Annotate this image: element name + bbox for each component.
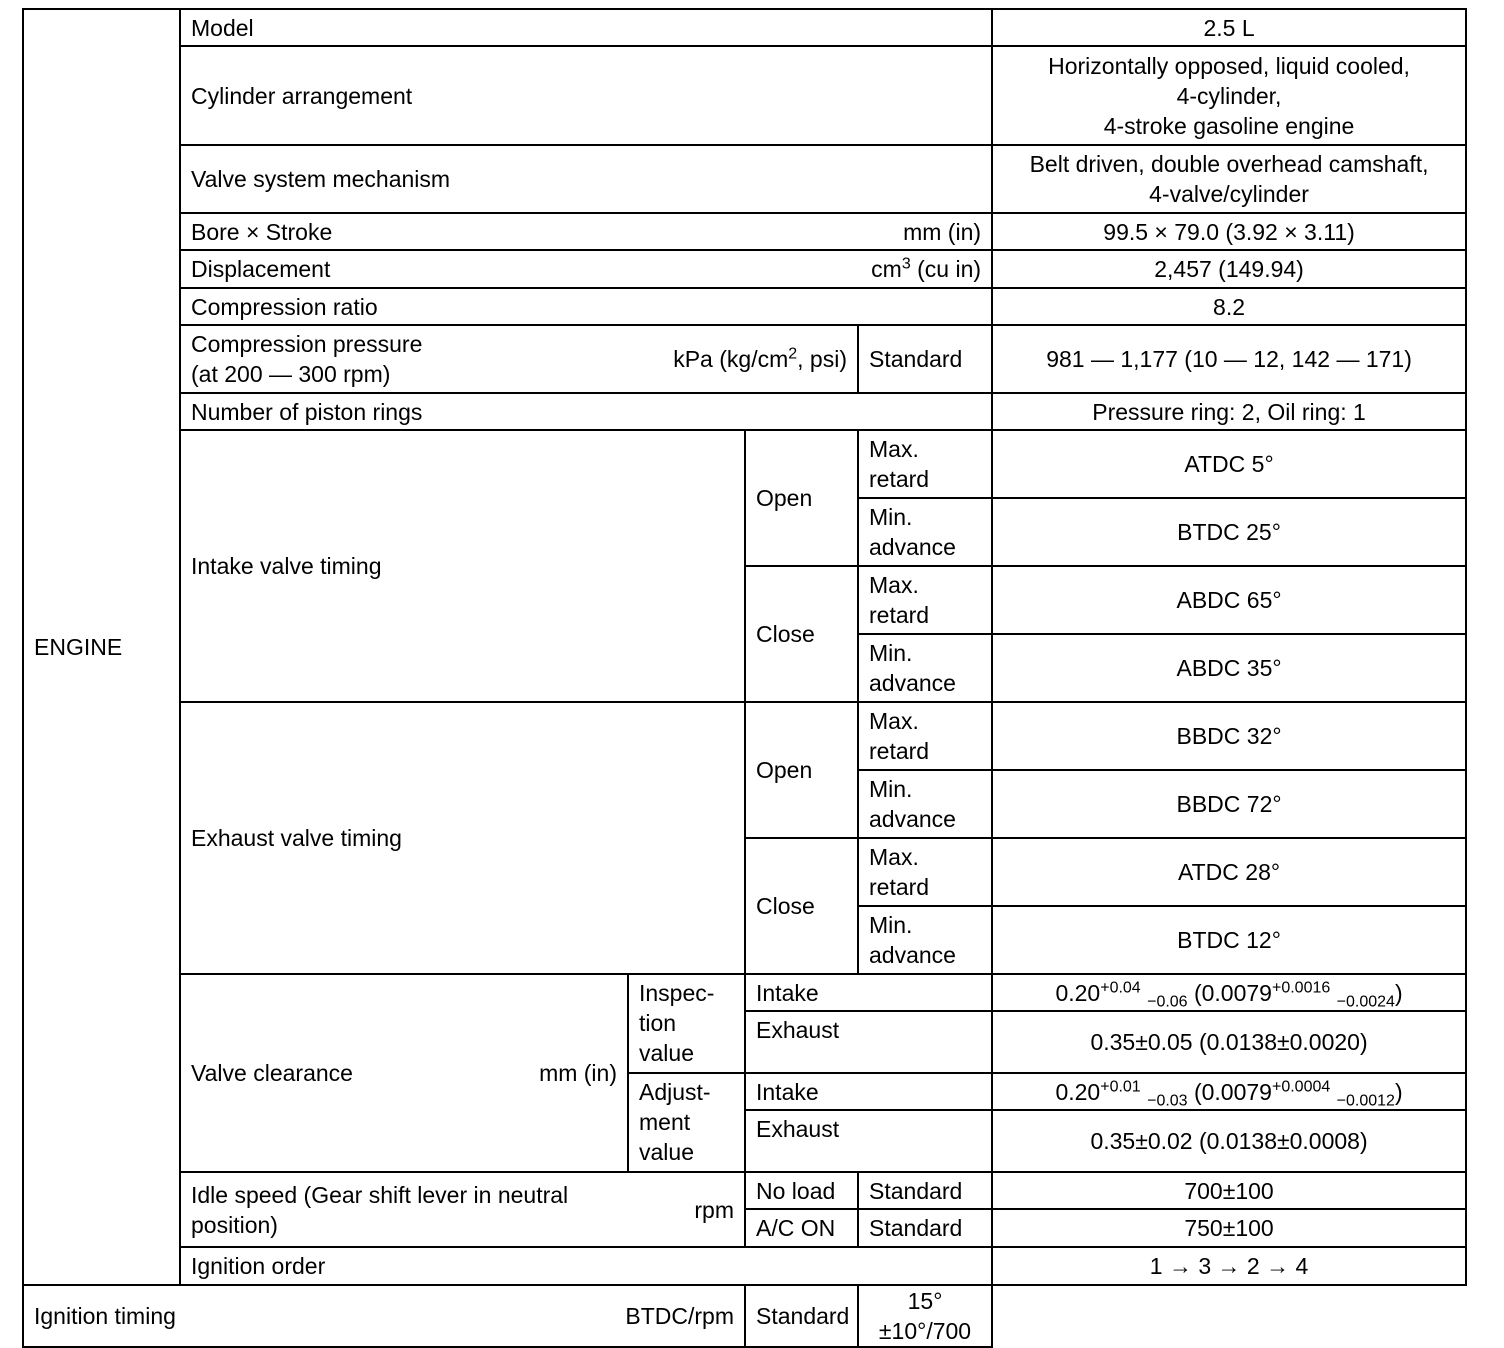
idle-speed-unit: rpm	[694, 1196, 734, 1223]
compression-ratio-label: Compression ratio	[180, 288, 992, 325]
idle-ac-on-standard: Standard	[858, 1209, 992, 1247]
compression-ratio-value: 8.2	[992, 288, 1466, 325]
ignition-timing-unit: BTDC/rpm	[625, 1303, 734, 1329]
intake-open-label: Open	[745, 430, 858, 566]
row-piston-rings	[23, 393, 1466, 430]
valve-clearance-unit: mm (in)	[539, 1060, 617, 1086]
idle-ac-on-value: 750±100	[992, 1209, 1466, 1247]
bore-label-cell	[180, 213, 992, 250]
displacement-label-cell	[180, 250, 992, 288]
bore-value: 99.5 × 79.0 (3.92 × 3.11)	[992, 213, 1466, 250]
exhaust-close-min-value: BTDC 12°	[992, 906, 1466, 974]
idle-no-load-label: No load	[745, 1172, 858, 1209]
exhaust-close-max-label: Max. retard	[858, 838, 992, 906]
row-compression-pressure	[23, 325, 1466, 393]
intake-close-label: Close	[745, 566, 858, 702]
intake-close-max-value: ABDC 65°	[992, 566, 1466, 634]
intake-close-max-label: Max. retard	[858, 566, 992, 634]
idle-speed-label-cell	[180, 1172, 745, 1247]
valve-clearance-label-cell	[180, 974, 628, 1172]
adj-intake-label: Intake	[745, 1073, 992, 1110]
section-label: ENGINE	[23, 9, 180, 1285]
insp-exhaust-value: 0.35±0.05 (0.0138±0.0020)	[992, 1011, 1466, 1073]
piston-rings-label: Number of piston rings	[180, 393, 992, 430]
inspection-value-label: Inspec- tion value	[628, 974, 745, 1073]
valve-system-label: Valve system mechanism	[180, 145, 992, 213]
ignition-timing-label: Ignition timing	[34, 1303, 176, 1329]
row-displacement	[23, 250, 1466, 288]
row-idle-no-load	[23, 1172, 1466, 1209]
row-compression-ratio	[23, 288, 1466, 325]
bore-unit: mm (in)	[903, 218, 982, 245]
displacement-unit: $cm^3$ (cu in)	[871, 255, 982, 282]
engine-spec-table	[22, 8, 1467, 1348]
exhaust-close-max-value: ATDC 28°	[992, 838, 1466, 906]
idle-speed-label: Idle speed (Gear shift lever in neutral position)	[191, 1181, 569, 1238]
intake-close-min-label: Min. advance	[858, 634, 992, 702]
exhaust-open-label: Open	[745, 702, 858, 838]
exhaust-close-label: Close	[745, 838, 858, 974]
cylinder-value: Horizontally opposed, liquid cooled, 4-cylinder, 4-stroke gasoline engine	[992, 46, 1466, 145]
ignition-timing-value: 15°±10°/700	[858, 1285, 992, 1347]
idle-no-load-value: 700±100	[992, 1172, 1466, 1209]
row-cylinder	[23, 46, 1466, 145]
row-intake-open-max	[23, 430, 1466, 498]
exhaust-open-max-value: BBDC 32°	[992, 702, 1466, 770]
displacement-label: Displacement	[191, 256, 331, 282]
cylinder-label: Cylinder arrangement	[180, 46, 992, 145]
intake-timing-label: Intake valve timing	[180, 430, 745, 702]
valve-system-value: Belt driven, double overhead camshaft, 4-valve/cylinder	[992, 145, 1466, 213]
intake-open-max-label: Max. retard	[858, 430, 992, 498]
row-model	[23, 9, 1466, 46]
idle-ac-on-label: A/C ON	[745, 1209, 858, 1247]
row-exhaust-open-max	[23, 702, 1466, 770]
intake-open-min-label: Min. advance	[858, 498, 992, 566]
adj-intake-value: $0.20^{+0.01}$ $_{-0.03}$ ($0.0079^{+0.0004}$ $_{-0.0012}$)	[992, 1073, 1466, 1110]
insp-intake-label: Intake	[745, 974, 992, 1011]
compression-pressure-value: 981 — 1,177 (10 — 12, 142 — 171)	[992, 325, 1466, 393]
displacement-value: 2,457 (149.94)	[992, 250, 1466, 288]
ignition-order-value: 1 → 3 → 2 → 4	[992, 1247, 1466, 1285]
piston-rings-value: Pressure ring: 2, Oil ring: 1	[992, 393, 1466, 430]
compression-pressure-label: Compression pressure (at 200 — 300 rpm)	[191, 331, 423, 387]
ignition-timing-standard: Standard	[745, 1285, 858, 1347]
row-bore	[23, 213, 1466, 250]
model-label: Model	[180, 9, 992, 46]
adjustment-value-label: Adjust- ment value	[628, 1073, 745, 1172]
insp-exhaust-label: Exhaust	[745, 1011, 992, 1073]
exhaust-open-min-value: BBDC 72°	[992, 770, 1466, 838]
adj-exhaust-label: Exhaust	[745, 1110, 992, 1172]
row-clearance-insp-intake	[23, 974, 1466, 1011]
exhaust-timing-label: Exhaust valve timing	[180, 702, 745, 974]
model-value: 2.5 L	[992, 9, 1466, 46]
intake-close-min-value: ABDC 35°	[992, 634, 1466, 702]
compression-pressure-label-cell	[180, 325, 858, 393]
row-valve-system	[23, 145, 1466, 213]
ignition-order-label: Ignition order	[180, 1247, 992, 1285]
compression-pressure-unit: kPa ($kg/cm^2$, psi)	[673, 345, 847, 372]
intake-open-max-value: ATDC 5°	[992, 430, 1466, 498]
compression-pressure-standard: Standard	[858, 325, 992, 393]
idle-no-load-standard: Standard	[858, 1172, 992, 1209]
adj-exhaust-value: 0.35±0.02 (0.0138±0.0008)	[992, 1110, 1466, 1172]
insp-intake-value: $0.20^{+0.04}$ $_{-0.06}$ ($0.0079^{+0.0016}$ $_{-0.0024}$)	[992, 974, 1466, 1011]
valve-clearance-label: Valve clearance	[191, 1060, 353, 1086]
exhaust-open-min-label: Min. advance	[858, 770, 992, 838]
bore-label: Bore × Stroke	[191, 218, 333, 245]
intake-open-min-value: BTDC 25°	[992, 498, 1466, 566]
row-ignition-order	[23, 1247, 1466, 1285]
exhaust-open-max-label: Max. retard	[858, 702, 992, 770]
exhaust-close-min-label: Min. advance	[858, 906, 992, 974]
ignition-timing-label-cell	[23, 1285, 745, 1347]
row-ignition-timing	[23, 1285, 1466, 1347]
